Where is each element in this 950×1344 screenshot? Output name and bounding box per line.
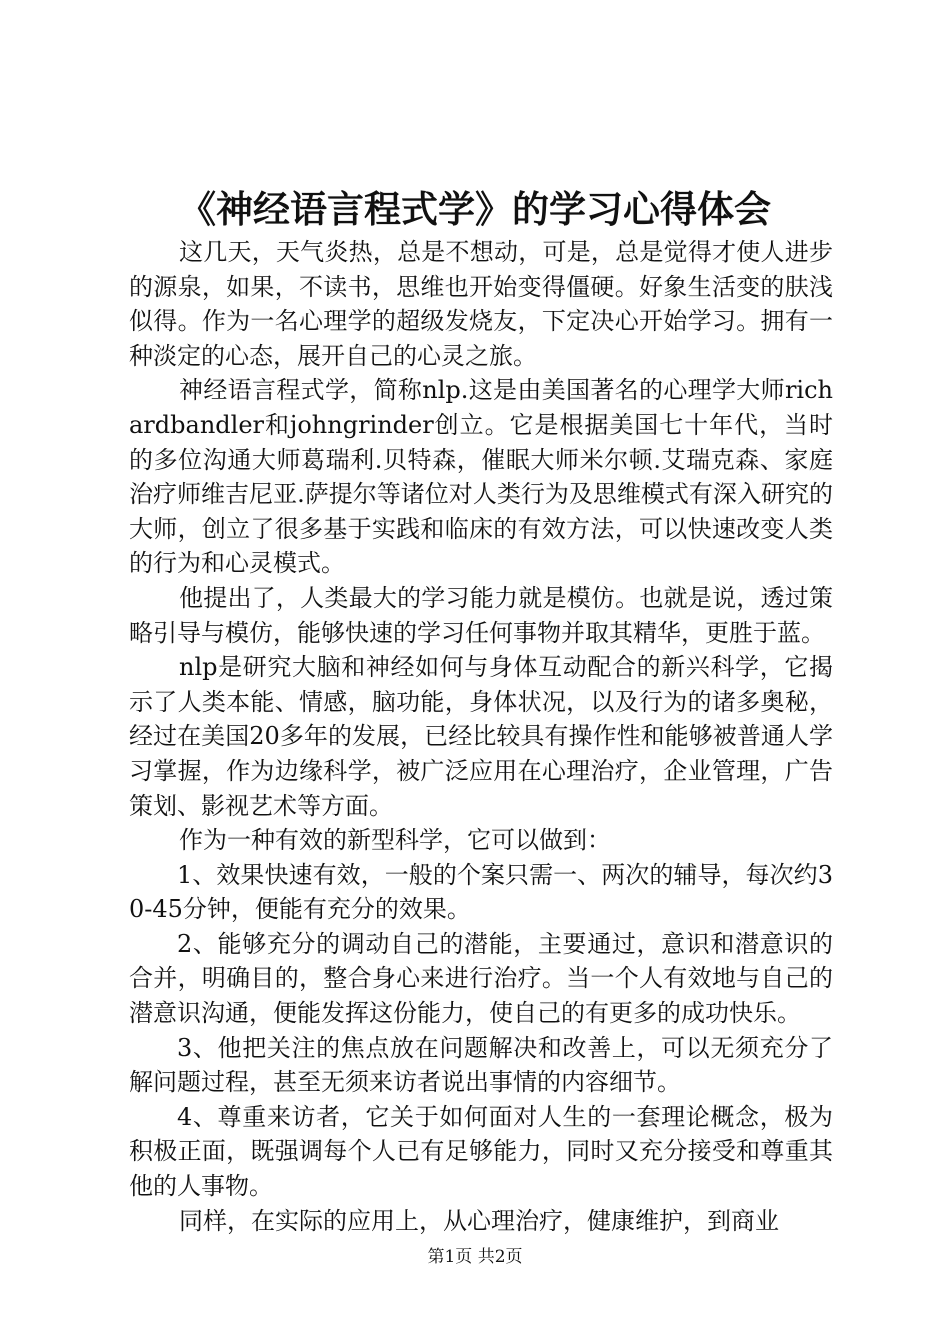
paragraph-application: 同样，在实际的应用上，从心理治疗，健康维护，到商业 — [179, 1206, 779, 1235]
document-body — [129, 235, 833, 1238]
paragraph-list-intro: 作为一种有效的新型科学，它可以做到： — [179, 826, 611, 855]
list-item-2: 2、能够充分的调动自己的潜能，主要通过，意识和潜意识的合并，明确目的，整合身心来进行治疗。当一个人有效地与自己的潜意识沟通，便能发挥这份能力，使自己的有更多的成功快乐。 — [129, 929, 833, 1028]
document-title: 《神经语言程式学》的学习心得体会 — [179, 187, 771, 231]
list-item-1: 1、效果快速有效，一般的个案只需一、两次的辅导，每次约30-45分钟，便能有充分的效果。 — [129, 860, 833, 924]
paragraph-imitation: 他提出了，人类最大的学习能力就是模仿。也就是说，透过策略引导与模仿，能够快速的学习任何事物并取其精华，更胜于蓝。 — [129, 583, 833, 647]
list-item-4: 4、尊重来访者，它关于如何面对人生的一套理论概念，极为积极正面，既强调每个人已有足够能力，同时又充分接受和尊重其他的人事物。 — [129, 1102, 833, 1201]
paragraph-nlp-definition: 神经语言程式学，简称nlp.这是由美国著名的心理学大师richardbandler和johngrinder创立。它是根据美国七十年代，当时的多位沟通大师葛瑞利.贝特森，催眠大师米尔顿.艾瑞克森、家庭治疗师维吉尼亚.萨提尔等诸位对人类行为及思维模式有深入研究的大师，创立了很多基于实践和临床的有效方法，可以快速改变人类的行为和心灵模式。 — [129, 376, 833, 578]
list-item-3: 3、他把关注的焦点放在问题解决和改善上，可以无须充分了解问题过程，甚至无须来访者说出事情的内容细节。 — [129, 1033, 833, 1097]
paragraph-nlp-science: nlp是研究大脑和神经如何与身体互动配合的新兴科学，它揭示了人类本能、情感，脑功能，身体状况，以及行为的诸多奥秘，经过在美国20多年的发展，已经比较具有操作性和能够被普通人学习掌握，作为边缘科学，被广泛应用在心理治疗，企业管理，广告策划、影视艺术等方面。 — [129, 653, 833, 820]
paragraph-intro: 这几天，天气炎热，总是不想动，可是，总是觉得才使人进步的源泉，如果，不读书，思维也开始变得僵硬。好象生活变的肤浅似得。作为一名心理学的超级发烧友，下定决心开始学习。拥有一种淡定的心态，展开自己的心灵之旅。 — [129, 238, 833, 370]
page-number-footer: 第1页 共2页 — [427, 1247, 523, 1267]
